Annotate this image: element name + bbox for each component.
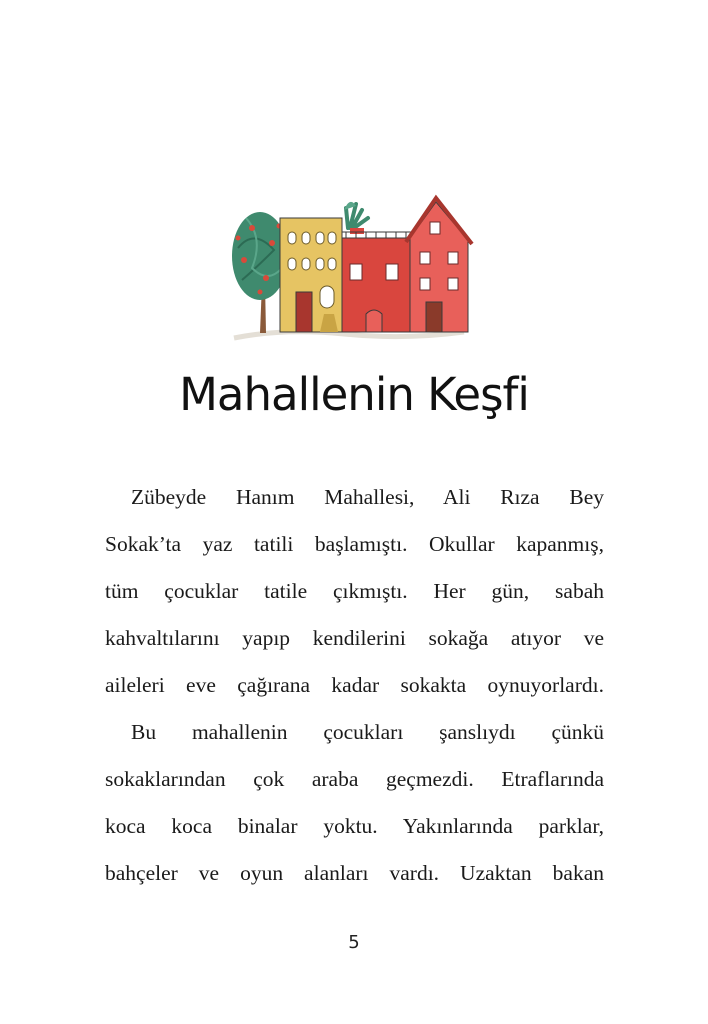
paragraph-2-line-1: Bu mahallenin çocukları şanslıydı çünkü [131, 720, 604, 744]
paragraph-2-line-4: bahçeler ve oyun alanları vardı. Uzaktan bakan [105, 861, 604, 885]
paragraph-1-line-3: tüm çocuklar tatile çıkmıştı. Her gün, sabah [105, 579, 604, 603]
page-number: 5 [348, 932, 360, 953]
paragraph-1-line-2: Sokak’ta yaz tatili başlamıştı. Okullar kapanmış, [105, 532, 604, 556]
paragraph-2-line-3: koca koca binalar yoktu. Yakınlarında parklar, [105, 814, 604, 838]
paragraph-2-line-2: sokaklarından çok araba geçmezdi. Etraflarında [105, 767, 604, 791]
chapter-title: Mahallenin Keşfi [179, 368, 529, 421]
body-text [105, 474, 604, 897]
paragraph-1-line-1: Zübeyde Hanım Mahallesi, Ali Rıza Bey [131, 485, 604, 509]
paragraph-1-line-5: aileleri eve çağırana kadar sokakta oynuyorlardı. [105, 673, 604, 697]
houses-and-tree-illustration [224, 188, 474, 348]
paragraph-1-line-4: kahvaltılarını yapıp kendilerini sokağa atıyor ve [105, 626, 604, 650]
